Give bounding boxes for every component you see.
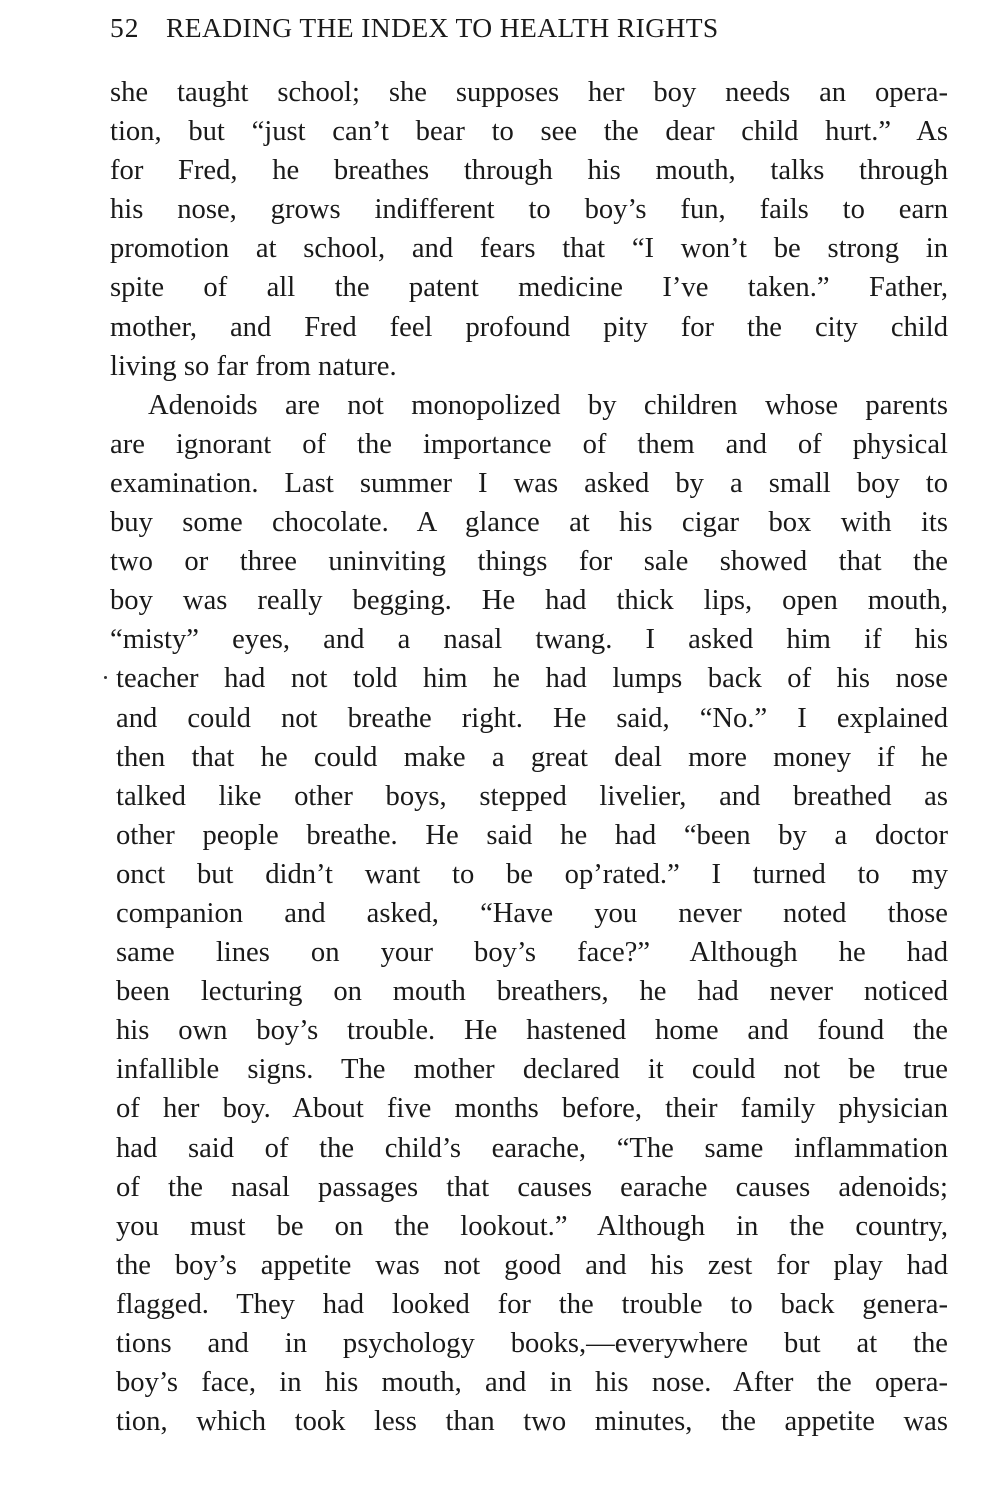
text-line: his nose, grows indifferent to boy’s fun, fails to earn (110, 194, 948, 226)
text-line: tions and in psychology books,—everywhere but at the (116, 1328, 948, 1359)
text-line: examination. Last summer I was asked by a small boy to (110, 467, 948, 499)
text-line: and could not breathe right. He said, “No.” I explained (116, 702, 948, 734)
text-line: living so far from nature. (110, 350, 397, 382)
text-line: his own boy’s trouble. He hastened home and found the (116, 1015, 948, 1047)
text-line: boy’s face, in his mouth, and in his nose. After the opera- (116, 1367, 948, 1399)
text-line: talked like other boys, stepped livelier, and breathed as (116, 780, 948, 812)
text-line: she taught school; she supposes her boy needs an opera- (110, 77, 948, 108)
paragraph-start-line: Adenoids are not monopolized by children whose parents (148, 389, 948, 421)
text-line: flagged. They had looked for the trouble to back genera- (116, 1288, 948, 1320)
text-line: for Fred, he breathes through his mouth, talks through (110, 155, 948, 187)
text-line: tion, but “just can’t bear to see the dear child hurt.” As (110, 116, 948, 148)
text-line: had said of the child’s earache, “The same inflammation (116, 1132, 948, 1164)
text-line: are ignorant of the importance of them and of physical (110, 428, 948, 460)
text-line: tion, which took less than two minutes, the appetite was (116, 1406, 948, 1438)
text-line: mother, and Fred feel profound pity for the city child (110, 311, 948, 343)
page-number: 52 (110, 12, 140, 43)
text-line: promotion at school, and fears that “I won’t be strong in (110, 233, 948, 265)
text-line: of the nasal passages that causes earache causes adenoids; (116, 1171, 948, 1203)
text-line: same lines on your boy’s face?” Although he had (116, 937, 948, 969)
body-text (110, 73, 948, 1441)
running-title: READING THE INDEX TO HEALTH RIGHTS (166, 12, 719, 43)
text-line: other people breathe. He said he had “been by a doctor (116, 819, 948, 851)
text-line: teacher had not told him he had lumps back of his nose (116, 663, 948, 695)
text-line: onct but didn’t want to be op’rated.” I turned to my (116, 858, 948, 890)
text-line: the boy’s appetite was not good and his zest for play had (116, 1249, 948, 1281)
text-line: “misty” eyes, and a nasal twang. I asked him if his (110, 624, 948, 656)
text-line: buy some chocolate. A glance at his cigar box with its (110, 507, 948, 539)
text-line: been lecturing on mouth breathers, he had never noticed (116, 976, 948, 1008)
text-line: companion and asked, “Have you never noted those (116, 897, 948, 929)
text-line: of her boy. About five months before, their family physician (116, 1093, 948, 1125)
text-line: infallible signs. The mother declared it could not be true (116, 1054, 948, 1086)
text-line: two or three uninviting things for sale showed that the (110, 546, 948, 578)
running-head (110, 8, 890, 48)
text-line: then that he could make a great deal more money if he (116, 741, 948, 773)
margin-speck (104, 676, 107, 679)
text-line: boy was really begging. He had thick lips, open mouth, (110, 585, 948, 617)
text-line: you must be on the lookout.” Although in the country, (116, 1210, 948, 1242)
text-line: spite of all the patent medicine I’ve taken.” Father, (110, 272, 948, 304)
